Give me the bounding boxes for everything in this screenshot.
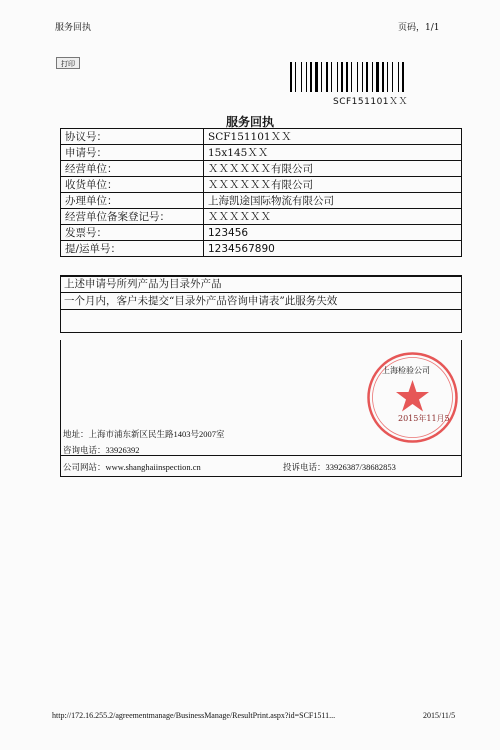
seal-date-text: 2015年11月5	[398, 414, 450, 423]
info-row	[61, 161, 462, 177]
field-label: 经营单位：	[61, 161, 204, 177]
document-title: 服务回执	[225, 115, 274, 129]
info-row	[61, 177, 462, 193]
barcode-image	[290, 62, 440, 92]
page-indicator: 页码，1/1	[398, 23, 440, 33]
notice-line-2: 一个月内，客户未提交“目录外产品咨询申请表”此服务失效	[61, 293, 461, 310]
complaint-phone: 投诉电话：33926387/38682853	[283, 462, 396, 472]
info-row	[61, 209, 462, 225]
field-label: 办理单位：	[61, 193, 204, 209]
field-value: ＸＸＸＸＸＸ有限公司	[204, 177, 462, 193]
info-row	[61, 241, 462, 257]
field-label: 发票号：	[61, 225, 204, 241]
notice-box	[60, 275, 462, 333]
field-label: 经营单位备案登记号：	[61, 209, 204, 225]
address-text: 地址：上海市浦东新区民生路1403号2007室	[63, 429, 225, 439]
info-table	[60, 128, 462, 257]
barcode-text: SCF151101ＸＸ	[333, 97, 409, 107]
field-value: 15x145ＸＸ	[204, 145, 462, 161]
field-value: ＸＸＸＸＸＸ有限公司	[204, 161, 462, 177]
notice-line-1: 上述申请号所列产品为目录外产品	[61, 276, 461, 293]
print-button[interactable]: 打印	[56, 57, 80, 69]
info-row	[61, 225, 462, 241]
field-value: 1234567890	[204, 241, 462, 257]
field-label: 提/运单号：	[61, 241, 204, 257]
field-value: 上海凯途国际物流有限公司	[204, 193, 462, 209]
info-row	[61, 129, 462, 145]
field-value: ＸＸＸＸＸＸ	[204, 209, 462, 225]
field-value: SCF151101ＸＸ	[204, 129, 462, 145]
field-label: 申请号：	[61, 145, 204, 161]
field-value: 123456	[204, 225, 462, 241]
info-row	[61, 193, 462, 209]
field-label: 协议号：	[61, 129, 204, 145]
footer-url: http://172.16.255.2/agreementmanage/BusinessManage/ResultPrint.aspx?id=SCF1511...	[52, 711, 336, 720]
field-label: 收货单位：	[61, 177, 204, 193]
seal-org-text: 上海检验公司	[382, 366, 430, 375]
info-row	[61, 145, 462, 161]
header-title: 服务回执	[55, 23, 92, 33]
website-text: 公司网站：www.shanghaiinspection.cn	[63, 462, 201, 472]
footer-date: 2015/11/5	[423, 711, 456, 720]
consult-phone: 咨询电话：33926392	[63, 445, 140, 455]
notice-blank-row	[61, 310, 461, 333]
